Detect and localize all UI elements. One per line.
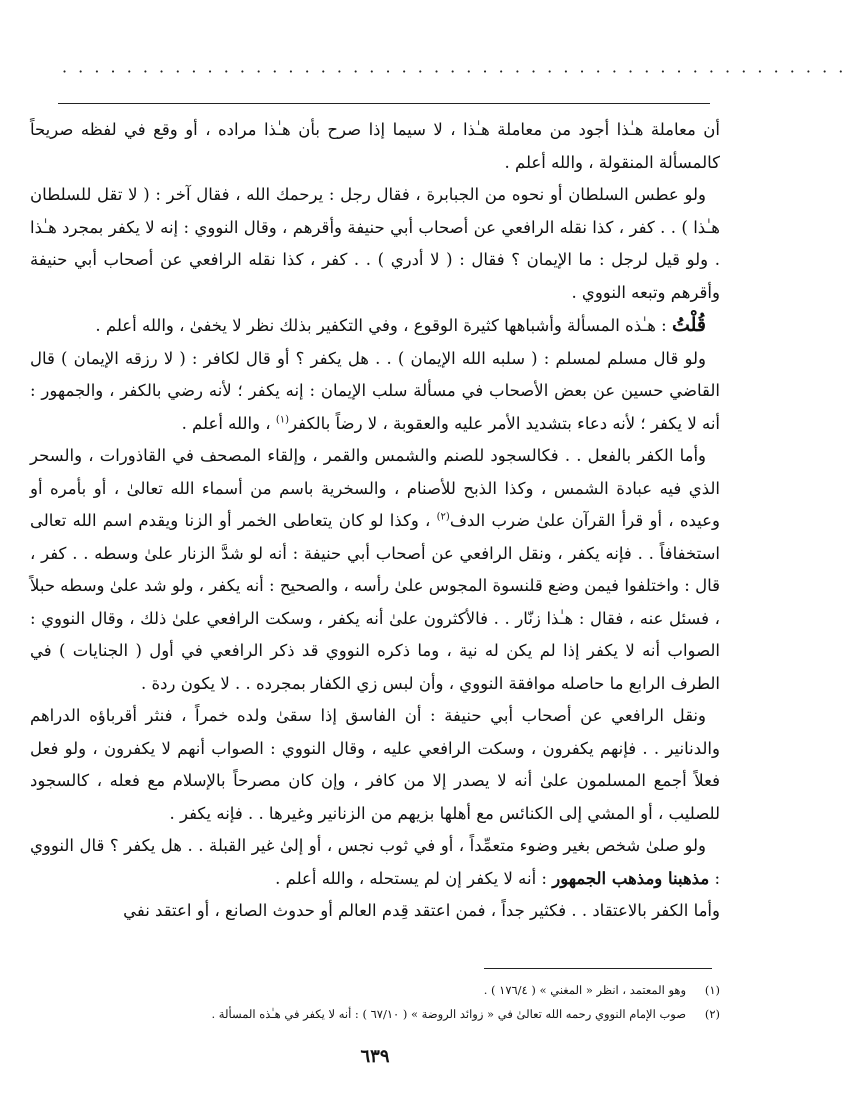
paragraph-5-text-b: ، وكذا لو كان يتعاطى الخمر أو الزنا ويقدم اسم الله تعالى استخفافاً . . فإنه يكفر ، ونقل الرافعي عن أصحاب أبي حنيفة : أنه لو شدَّ الزنار علىٰ وسطه . . كفر ، قال : واختلفوا فيمن وضع قلنسوة المجوس علىٰ رأسه ، والصحيح : أنه يكفر ، ولو شد علىٰ وسطه حبلاً ، فسئل عنه ، فقال : هـٰذا زنّار . . فالأكثرون علىٰ أنه يكفر ، وسكت الرافعي علىٰ ذلك ، وقال النووي : الصواب أنه لا يكفر إذا لم يكن له نية ، وما ذكره النووي قد ذكر الرافعي في أول ( الجنايات ) في الطرف الرابع ما حاصله موافقة النووي ، وأن لبس زي الكفار بمجرده . . لا يكون ردة . (30, 511, 720, 693)
header-dotted-line: · · · · · · · · · · · · · · · · · · · · · · · · · · · · · · · · · · · · · · · · · · · · · · · · · (62, 62, 846, 81)
paragraph-7-bold: مذهبنا ومذهب الجمهور (552, 868, 710, 888)
footnote-rule (484, 968, 712, 969)
paragraph-3 (30, 309, 720, 343)
paragraph-7-text-a: ولو صلىٰ شخص بغير وضوء متعمِّداً ، أو في ثوب نجس ، أو إلىٰ غير القبلة . . هل يكفر ؟ قال النووي : (30, 836, 720, 888)
footnote-ref-1[interactable]: (١) (275, 414, 290, 425)
page-number: ٦٣٩ (360, 1046, 390, 1067)
footnote-2 (40, 1002, 720, 1026)
footnote-text: وهو المعتمد ، انظر « المغني » ( ١٧٦/٤ ) . (483, 983, 686, 997)
qultu-marker: قُلْتُ (671, 314, 706, 336)
footnote-1 (40, 978, 720, 1002)
header-rule (58, 103, 710, 104)
footnotes (40, 978, 720, 1026)
paragraph-1: أن معاملة هـٰذا أجود من معاملة هـٰذا ، لا سيما إذا صرح بأن هـٰذا مراده ، أو وقع في لفظه صريحاً كالمسألة المنقولة ، والله أعلم . (30, 120, 720, 172)
paragraph-3-text: : هـٰذه المسألة وأشباهها كثيرة الوقوع ، وفي التكفير بذلك نظر لا يخفىٰ ، والله أعلم . (95, 316, 667, 335)
paragraph-5-text-a: وأما الكفر بالفعل . . فكالسجود للصنم والشمس والقمر ، وإلقاء المصحف في القاذورات ، والسحر الذي فيه عبادة الشمس ، وكذا الذبح للأصنام ، والسخرية باسم من أسماء الله تعالىٰ ، أو بأمره أو وعيده ، أو قرأ القرآن علىٰ ضرب الدف (30, 446, 720, 530)
paragraph-7 (30, 830, 720, 895)
paragraph-7-text-b: : أنه لا يكفر إن لم يستحله ، والله أعلم . (275, 868, 547, 888)
footnote-ref-2[interactable]: (٢) (436, 511, 450, 523)
paragraph-8: وأما الكفر بالاعتقاد . . فكثير جداً ، فمن اعتقد قِدم العالم أو حدوث الصانع ، أو اعتقد نفي (123, 901, 720, 920)
paragraph-6: ونقل الرافعي عن أصحاب أبي حنيفة : أن الفاسق إذا سقىٰ ولده خمراً ، فنثر أقرباؤه الدراهم والدنانير . . فإنهم يكفرون ، وسكت الرافعي عليه ، وقال النووي : الصواب أنهم لا يكفرون ، ولو فعل فعلاً أجمع المسلمون علىٰ أنه لا يصدر إلا من كافر ، وإن كان مصرحاً بالإسلام مع فعله ، كالسجود للصليب ، أو المشي إلى الكنائس مع أهلها بزيهم من الزنانير وغيرها . . فإنه يكفر . (30, 706, 720, 823)
paragraph-4 (30, 343, 720, 441)
footnote-number: (٢) (704, 1007, 720, 1021)
main-text (30, 114, 720, 928)
footnote-number: (١) (704, 983, 720, 997)
paragraph-5 (30, 440, 720, 700)
paragraph-4-text-a: ولو قال مسلم لمسلم : ( سلبه الله الإيمان ) . . هل يكفر ؟ أو قال لكافر : ( لا رزقه الإيمان ) قال القاضي حسين عن بعض الأصحاب في مسألة سلب الإيمان : إنه يكفر ؛ لأنه رضي بالكفر ، والجمهور : أنه لا يكفر ؛ لأنه دعاء بتشديد الأمر عليه والعقوبة ، لا رضاً بالكفر (30, 348, 720, 433)
paragraph-2: ولو عطس السلطان أو نحوه من الجبابرة ، فقال رجل : يرحمك الله ، فقال آخر : ( لا تقل للسلطان هـٰذا ) . . كفر ، كذا نقله الرافعي عن أصحاب أبي حنيفة وأقرهم ، وقال النووي : إنه لا يكفر بمجرد هـٰذا . ولو قيل لرجل : ما الإيمان ؟ فقال : ( لا أدري ) . . كفر ، كذا نقله الرافعي عن أصحاب أبي حنيفة وأقرهم وتبعه النووي . (30, 185, 720, 302)
paragraph-4-text-b: ، والله أعلم . (181, 413, 271, 433)
footnote-text: صوب الإمام النووي رحمه الله تعالىٰ في « زوائد الروضة » ( ٦٧/١٠ ) : أنه لا يكفر في هـٰذه المسألة . (211, 1007, 686, 1021)
